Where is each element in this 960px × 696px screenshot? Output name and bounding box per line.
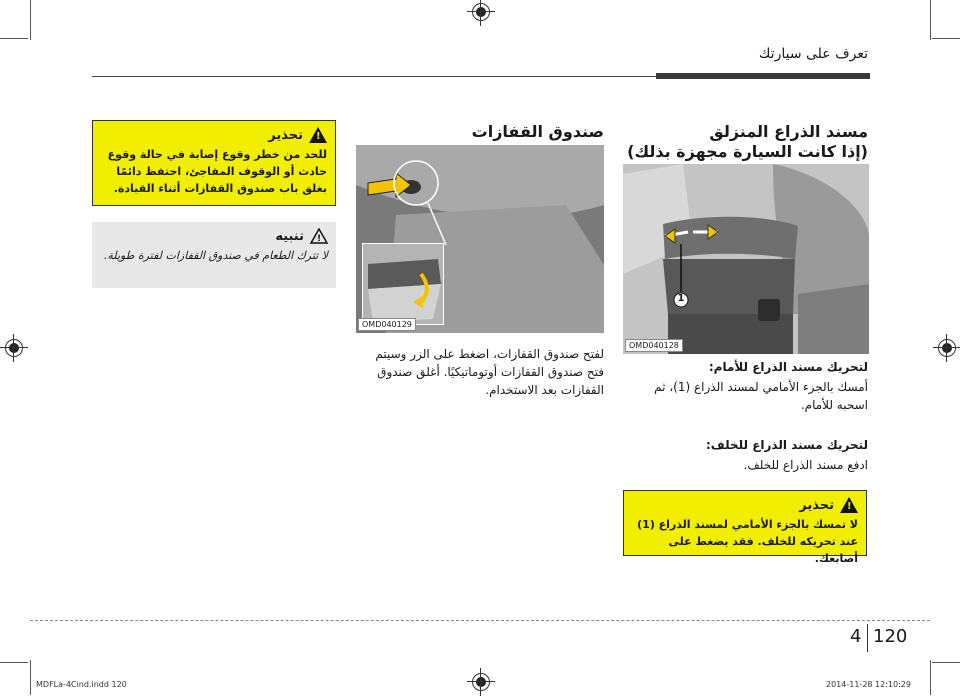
- crop-mark: [30, 660, 31, 695]
- glovebox-warning-box: [92, 120, 336, 206]
- crop-mark: [930, 660, 931, 695]
- armrest-section-title: مسند الذراع المنزلق (إذا كانت السيارة مجهزة بذلك): [627, 122, 868, 161]
- registration-mark-icon: [472, 3, 490, 21]
- glovebox-text: لفتح صندوق القفازات، اضغط على الزر وسيتم فتح صندوق القفازات أوتوماتيكيًا. أغلق صندوق القفازات بعد الاستخدام.: [375, 347, 604, 397]
- chapter-number: 4: [850, 626, 862, 647]
- crop-mark: [30, 0, 31, 40]
- glovebox-section-title: صندوق القفازات: [471, 122, 604, 141]
- warning-triangle-icon: !: [840, 497, 858, 513]
- page-number: 120: [873, 626, 908, 647]
- armrest-warning-box: [623, 490, 867, 565]
- armrest-forward-heading: لتحريك مسند الذراع للأمام:: [708, 360, 868, 374]
- warning-triangle-icon: !: [309, 127, 327, 143]
- registration-mark-icon: [5, 339, 23, 357]
- warning-heading: ! تحذير: [632, 497, 858, 513]
- page-separator: [867, 624, 868, 652]
- caution-box: [92, 222, 336, 288]
- caution-triangle-icon: [310, 228, 328, 244]
- inset-photo: [362, 243, 444, 325]
- armrest-illustration: [623, 164, 869, 354]
- warning-heading: ! تحذير: [101, 127, 327, 143]
- crop-mark: [0, 662, 28, 663]
- crop-mark: [0, 38, 28, 39]
- header-bar: [656, 73, 870, 79]
- file-info: MDFLa-4Cind.indd 120: [36, 680, 127, 689]
- callout-number: 1: [677, 293, 685, 304]
- image-code: OMD040128: [625, 339, 683, 352]
- registration-mark-icon: [472, 673, 490, 691]
- armrest-backward-heading: لتحريك مسند الذراع للخلف:: [705, 438, 868, 452]
- warning-text: لا تمسك بالجزء الأمامي لمسند الذراع (1) عند تحريكه للخلف. فقد يضغط على أصابعك.: [637, 518, 858, 565]
- crop-mark: [932, 38, 960, 39]
- footer-divider: [30, 620, 930, 621]
- svg-text:!: !: [316, 234, 322, 244]
- crop-mark: [932, 662, 960, 663]
- armrest-forward-text: أمسك بالجزء الأمامي لمسند الذراع (1)، ثم اسحبه للأمام.: [654, 380, 868, 412]
- chapter-title: تعرف على سيارتك: [758, 46, 868, 62]
- registration-mark-icon: [938, 339, 956, 357]
- print-timestamp: 2014-11-28 12:10:29: [826, 680, 911, 689]
- armrest-backward-text: ادفع مسند الذراع للخلف.: [743, 458, 868, 472]
- caution-heading: ! تنبيه: [100, 228, 328, 244]
- glovebox-open-illustration: [363, 244, 443, 324]
- caution-text: لا تترك الطعام في صندوق القفازات لفترة طويلة.: [103, 249, 328, 262]
- image-code: OMD040129: [358, 318, 416, 331]
- warning-text: للحد من خطر وقوع إصابة في حالة وقوع حادث أو الوقوف المفاجئ، احتفظ دائمًا بغلق باب صندوق القفازات أثناء القيادة.: [107, 148, 327, 195]
- crop-mark: [930, 0, 931, 40]
- armrest-photo: [623, 164, 869, 354]
- glovebox-photo: [356, 145, 604, 333]
